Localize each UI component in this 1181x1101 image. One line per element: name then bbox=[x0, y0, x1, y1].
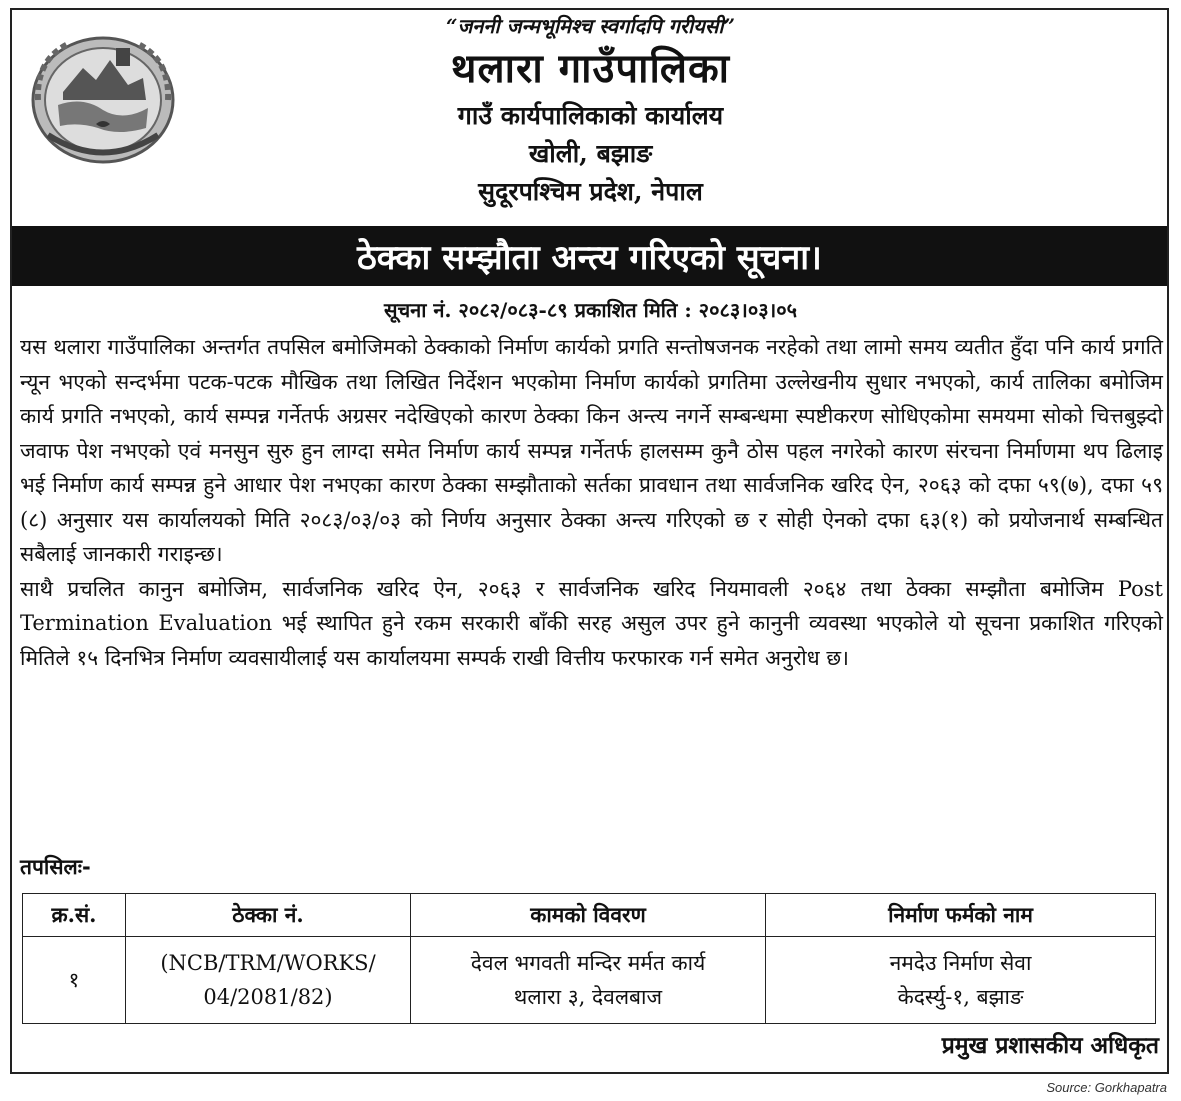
notice-title-bar bbox=[12, 226, 1167, 286]
office-address: खोली, बझाङ bbox=[528, 139, 653, 168]
notice-body bbox=[20, 330, 1163, 675]
contract-no-line-1: (NCB/TRM/WORKS/ bbox=[160, 951, 376, 975]
contract-table bbox=[22, 893, 1156, 1024]
cell-description bbox=[411, 937, 766, 1024]
notice-reference: सूचना नं. २०८२/०८३-८९ प्रकाशित मिति : २०८३।०३।०५ bbox=[383, 298, 798, 322]
province-country: सुदूरपश्चिम प्रदेश, नेपाल bbox=[478, 177, 703, 206]
description-line-1: देवल भगवती मन्दिर मर्मत कार्य bbox=[470, 951, 706, 975]
header-description: कामको विवरण bbox=[411, 894, 766, 937]
cell-contract-no bbox=[126, 937, 411, 1024]
header-contract-no: ठेक्का नं. bbox=[126, 894, 411, 937]
details-label: तपसिलः- bbox=[20, 855, 91, 879]
description-line-2: थलारा ३, देवलबाज bbox=[513, 985, 663, 1009]
notice-title: ठेक्का सम्झौता अन्त्य गरिएको सूचना। bbox=[357, 238, 822, 278]
cell-serial: १ bbox=[23, 937, 126, 1024]
body-paragraph-2: साथै प्रचलित कानुन बमोजिम, सार्वजनिक खरिद ऐन, २०६३ र सार्वजनिक खरिद नियमावली २०६४ तथा ठेक्का सम्झौता बमोजिम Post Termination Evaluation भई स्थापित हुने रकम सरकारी बाँकी सरह असुल उपर हुने कानुनी व्यवस्था भएकोले यो सूचना प्रकाशित गरिएको मितिले १५ दिनभित्र निर्माण व्यवसायीलाई यस कार्यालयमा सम्पर्क राखी वित्तीय फरफारक गर्न समेत अनुरोध छ। bbox=[20, 576, 1163, 670]
contract-no-line-2: 04/2081/82) bbox=[203, 985, 333, 1009]
source-credit: Source: Gorkhapatra bbox=[1046, 1080, 1167, 1095]
office-name: गाउँ कार्यपालिकाको कार्यालय bbox=[457, 101, 724, 130]
body-paragraph-1: यस थलारा गाउँपालिका अन्तर्गत तपसिल बमोजिमको ठेक्काको निर्माण कार्यको प्रगति सन्तोषजनक नरहेको तथा लामो समय व्यतीत हुँदा पनि कार्य प्रगति न्यून भएको सन्दर्भमा पटक-पटक मौखिक तथा लिखित निर्देशन भएकोमा निर्माण कार्यको प्रगतिमा उल्लेखनीय सुधार नभएको, कार्य तालिका बमोजिम कार्य प्रगति नभएको, कार्य सम्पन्न गर्नेतर्फ अग्रसर नदेखिएको कारण ठेक्का किन अन्त्य नगर्ने सम्बन्धमा स्पष्टीकरण सोधिएकोमा समयमा सोको चित्तबुझ्दो जवाफ पेश नभएको एवं मनसुन सुरु हुन लाग्दा समेत निर्माण कार्य सम्पन्न गर्नेतर्फ हालसम्म कुनै ठोस पहल नगरेको कारण संरचना निर्माणमा थप ढिलाइ भई निर्माण कार्य सम्पन्न हुने आधार पेश नभएका कारण ठेक्का सम्झौताको सर्तका प्रावधान तथा सार्वजनिक खरिद ऐन, २०६३ को दफा ५९(७), दफा ५९ (८) अनुसार यस कार्यालयको मिति २०८३/०३/०३ को निर्णय अनुसार ठेक्का अन्त्य गरिएको छ र सोही ऐनको दफा ६३(१) को प्रयोजनार्थ सम्बन्धित सबैलाई जानकारी गराइन्छ। bbox=[20, 335, 1163, 566]
cell-firm bbox=[766, 937, 1156, 1024]
firm-line-2: केदर्स्यु-१, बझाङ bbox=[897, 985, 1024, 1009]
signatory-title: प्रमुख प्रशासकीय अधिकृत bbox=[941, 1033, 1159, 1059]
table-row bbox=[23, 937, 1156, 1024]
table-header-row bbox=[23, 894, 1156, 937]
organization-name: थलारा गाउँपालिका bbox=[450, 46, 731, 92]
motto: “जननी जन्मभूमिश्च स्वर्गादपि गरीयसी” bbox=[445, 14, 736, 38]
firm-line-1: नमदेउ निर्माण सेवा bbox=[889, 951, 1032, 975]
header-firm-name: निर्माण फर्मको नाम bbox=[766, 894, 1156, 937]
header-serial: क्र.सं. bbox=[23, 894, 126, 937]
